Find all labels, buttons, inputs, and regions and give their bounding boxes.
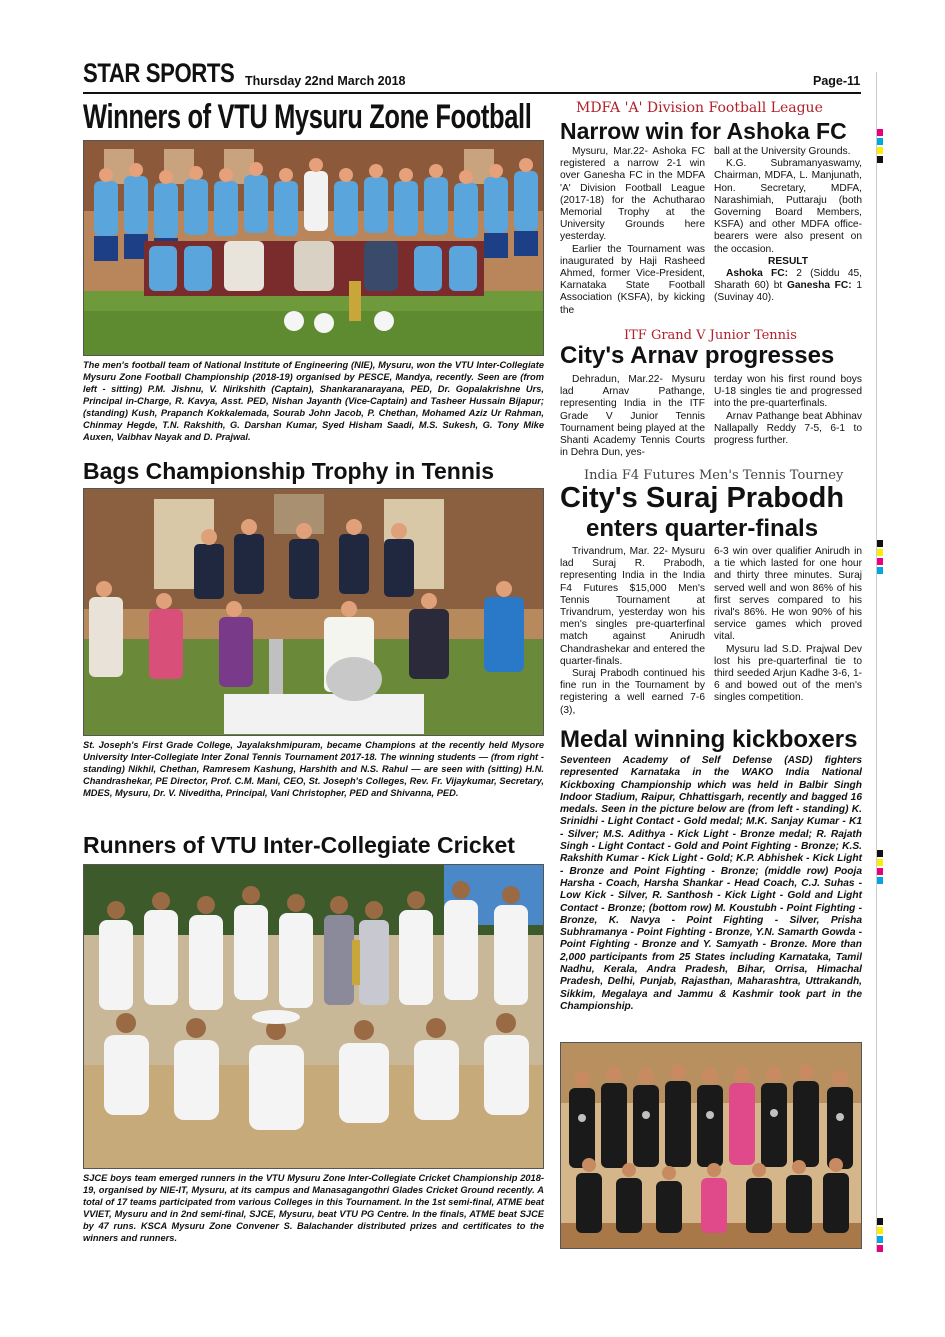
result-label: RESULT — [768, 255, 808, 267]
reg-mark — [876, 129, 883, 136]
kickboxers-photo-illustration — [561, 1043, 862, 1249]
ashoka-column-2 — [714, 146, 862, 305]
football-photo-illustration — [84, 141, 544, 356]
arnav-para: Arnav Pathange beat Abhinav Nallapally Reddy 7-5, 6-1 to progress further. — [714, 410, 862, 447]
reg-mark — [876, 558, 883, 565]
reg-mark — [876, 147, 883, 154]
reg-mark — [876, 540, 883, 547]
reg-mark — [876, 1218, 883, 1225]
suraj-headline-line2: enters quarter-finals — [586, 515, 819, 542]
reg-mark — [876, 1236, 883, 1243]
suraj-headline-line1: City's Suraj Prabodh — [560, 482, 845, 514]
suraj-para: 6-3 win over qualifier Anirudh in a tie which lasted for one hour and thirty three minutes. Suraj served well and won 86% of his first serves compared to his rival's 86%. He won 90% of his service games which proved vital. — [714, 546, 862, 643]
tennis-trophy-caption: St. Joseph's First Grade College, Jayalakshmipuram, became Champions at the recently held Mysore University Inter-Collegiate Inter Zonal Tennis Tournament 2017-18. The winning students — (from right - standing) Nikhil, Chethan, Ramresem Kashung, Harshith and N.S. Rahul — are seen with (sitting) H.N. Chandrashekar, PE Director, Prof. C.M. Mani, CEO, St. Joseph's Colleges, Rev. Fr. Vijaykumar, Secretary, MDES, Mysuru, Dr. V. Niveditha, Principal, Vani Christopher, PED and Shivanna, PED. — [83, 740, 544, 798]
reg-mark — [876, 549, 883, 556]
result-team-1: Ashoka FC: — [726, 268, 789, 280]
ashoka-headline: Narrow win for Ashoka FC — [560, 118, 847, 144]
edge-rule — [876, 72, 877, 1252]
reg-mark — [876, 859, 883, 866]
tennis-trophy-photo — [83, 488, 544, 736]
ashoka-para: Earlier the Tournament was inaugurated by Haji Rasheed Ahmed, former Vice-President, Karnataka State Football Association (KSFA), by kicking the — [560, 243, 705, 316]
ashoka-para: Mysuru, Mar.22- Ashoka FC registered a narrow 2-1 win over Ganesha FC in the MDFA 'A' Division Football League (2017-18) for the Achutharao Memorial Trophy at the University Grounds here yesterday. — [560, 146, 705, 243]
reg-mark — [876, 1245, 883, 1252]
ashoka-para: ball at the University Grounds. — [714, 146, 851, 157]
reg-mark — [876, 850, 883, 857]
suraj-para: Suraj Prabodh continued his fine run in the Tournament by registering a well earned 7-6 (3), — [560, 668, 705, 716]
kickboxers-body: Seventeen Academy of Self Defense (ASD) fighters represented Karnataka in the WAKO India National Kickboxing Championship which was held in Balbir Singh Indoor Stadium, Raipur, Chhattisgarh, recently and bagged 16 medals. Seen in the picture below are (from left - standing) K. Srinidhi - Light Contact - Gold medal; M.K. Sanjay Kumar - K1 - Silver; M.S. Adithya - Kick Light - Bronze medal; R. Rajath Singh - Light Contact - Gold and Point Fighting - Bronze; K.S. Rakshith Kumar - Kick Light - Gold; K.P. Abhishek - Kick Light - Bronze and Point Fighting - Bronze; (middle row) Pooja Harsha - Coach, Harsha Shankar - Head Coach, C.J. Suhas - Low Kick - Silver, R. Santhosh - Kick Light - Gold and Light Contact - Bronze; (bottom row) M. Koustubh - Point Fighting - Bronze, K. Navya - Point Fighting - Silver, Prisha Subhramanya - Point Fighting - Bronze, Y.N. Samarth Gowda - Point Fighting - Bronze and Y. Samyath - Bronze. More than 2,000 participants from 25 States including Karnataka, Tamil Nadhu, Kerala, Andra Pradesh, Bihar, Orrisa, Himachal Pradesh, Delhi, Punjab, Rajasthan, Maharashtra, Uttrakandh, Sikkim, Megalaya and Jammu & Kashmir took part in the Championship. — [560, 755, 862, 1012]
reg-mark — [876, 156, 883, 163]
header-rule — [83, 92, 861, 94]
arnav-para: Dehradun, Mar.22- Mysuru lad Arnav Pathange, representing India in the ITF Grade V Junior Tennis Tournament being played at the Shanti Academy Tennis Courts in Dehra Dun, yes- — [560, 374, 705, 459]
result-score-end: 1 (Suvinay 40). — [714, 280, 862, 304]
reg-mark — [876, 567, 883, 574]
ashoka-para: K.G. Subramanyaswamy, Chairman, MDFA, L. Manjunath, Hon. Secretary, MDFA, Narashimiah, Puttaraju (both Governing Board Members, KSFA) and other MDFA office-bearers were also present on the occasion. — [714, 158, 862, 255]
arnav-kicker: ITF Grand V Junior Tennis — [624, 328, 797, 343]
masthead: STAR SPORTS — [83, 58, 235, 88]
arnav-headline: City's Arnav progresses — [560, 342, 835, 369]
page-number: Page-11 — [813, 74, 861, 88]
arnav-para: terday won his first round boys U-18 singles tie and progressed into the pre-quarterfinals. — [714, 374, 862, 410]
ashoka-kicker: MDFA 'A' Division Football League — [576, 100, 823, 116]
arnav-column-1 — [560, 374, 705, 459]
football-headline: Winners of VTU Mysuru Zone Football — [83, 98, 532, 136]
issue-date: Thursday 22nd March 2018 — [245, 74, 406, 88]
suraj-para: Trivandrum, Mar. 22- Mysuru lad Suraj R. Prabodh, representing India in the India F4 Futures $15,000 Men's Tennis Tournament at Trivandrum, yesterday won his men's singles pre-quarterfinal match against Anirudh Chandrashekar and entered the quarter-finals. — [560, 546, 705, 667]
kickboxers-headline: Medal winning kickboxers — [560, 726, 858, 753]
tennis-trophy-headline: Bags Championship Trophy in Tennis — [83, 458, 495, 484]
football-caption: The men's football team of National Institute of Engineering (NIE), Mysuru, won the VTU Inter-Collegiate Mysuru Zone Football Championship (2018-19) organised by PESCE, Mandya, recently. Seen are (from left - sitting) P.M. Jishnu, V. Nirikshith (Captain), Shankaranarayana, PED, Dr. Gopalakrishne Urs, Principal in-Charge, R. Kavya, Asst. PED, Nishan Jayanth (Vice-Captain) and Tasheer Hussain Bijapur; (standing) Kush, Prapanch Kokkalemada, Sourab John Jacob, P. Chethan, Mohamed Aziz Ur Rahman, Chinmay Hegde, T.N. Rakshith, G. Darshan Kumar, Syed Hisham Saadi, M.S. Sukesh, G. Tony Mike Auxen, Vaibhav Nayak and D. Prajwal. — [83, 360, 544, 442]
tennis-photo-illustration — [84, 489, 544, 736]
suraj-para: Mysuru lad S.D. Prajwal Dev lost his pre-quarterfinal tie to third seeded Arjun Kadhe 3-6, 1-6 and bowed out of the men's singles competition. — [714, 643, 862, 704]
reg-mark — [876, 1227, 883, 1234]
suraj-column-2 — [714, 546, 862, 705]
ashoka-column-1 — [560, 146, 705, 317]
reg-mark — [876, 138, 883, 145]
arnav-column-2 — [714, 374, 862, 447]
cricket-photo-illustration — [84, 865, 544, 1169]
cricket-headline: Runners of VTU Inter-Collegiate Cricket — [83, 832, 515, 858]
football-team-photo — [83, 140, 544, 356]
reg-mark — [876, 877, 883, 884]
match-result — [714, 268, 862, 305]
suraj-column-1 — [560, 546, 705, 717]
result-team-2: Ganesha FC: — [786, 280, 852, 292]
cricket-caption: SJCE boys team emerged runners in the VTU Mysuru Zone Inter-Collegiate Cricket Championship 2018-19, organised by NIE-IT, Mysuru, at its campus and Manasagangothri Glades Cricket Ground recently. A total of 17 teams participated from various Colleges in this Tournament. In the 1st semi-final, ATME beat VVIET, Mysuru and in 2nd semi-final, SJCE, Mysuru, beat VTU PG Centre. In the finals, ATME beat SJCE by 47 runs. KSCA Mysuru Zone Convener S. Balachander distributed prizes and certificates to the winners and runners. — [83, 1173, 544, 1243]
suraj-kicker: India F4 Futures Men's Tennis Tourney — [584, 468, 844, 483]
kickboxers-photo — [560, 1042, 862, 1249]
reg-mark — [876, 868, 883, 875]
result-score: 2 (Siddu 45, Sharath 60) bt — [714, 268, 862, 292]
cricket-team-photo — [83, 864, 544, 1169]
